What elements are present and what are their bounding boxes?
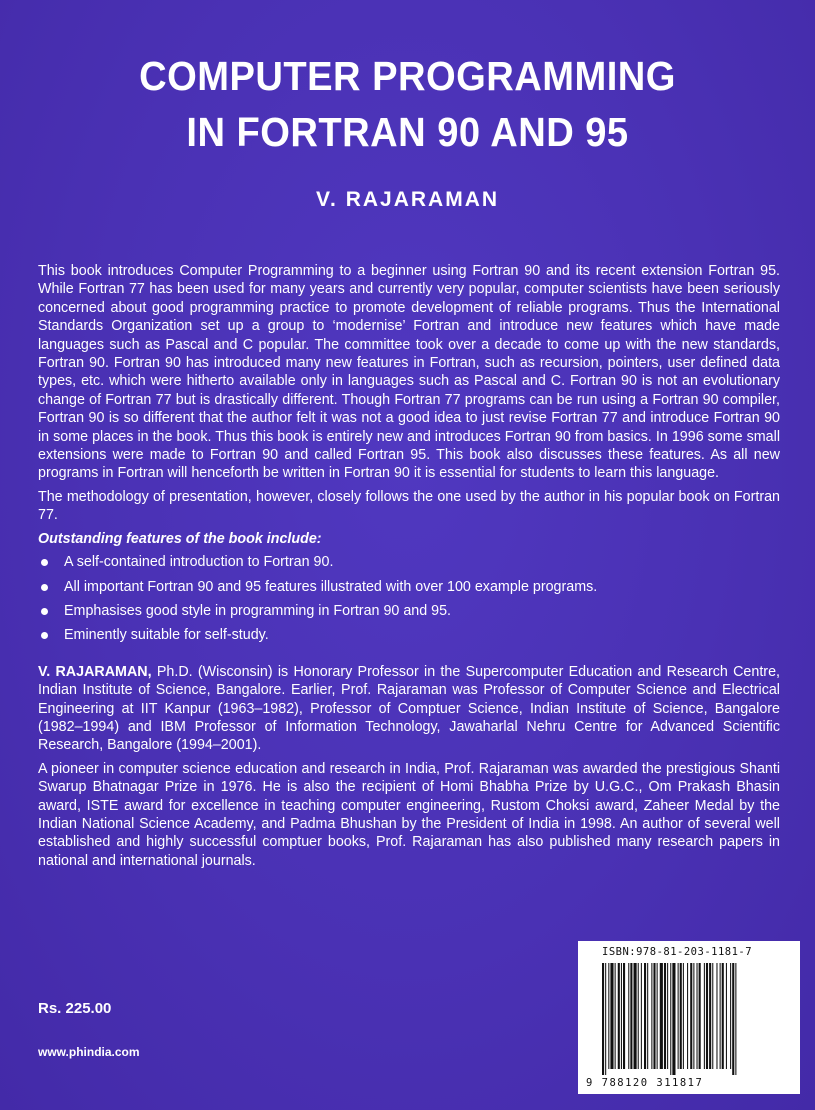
barcode-bar [697, 963, 698, 1069]
barcode-bar [706, 963, 708, 1069]
barcode-bar [657, 963, 658, 1069]
barcode-bar [638, 963, 639, 1069]
price: Rs. 225.00 [38, 1000, 112, 1017]
bullet-icon [41, 584, 48, 591]
barcode-bar [605, 963, 606, 1075]
barcode-bar [618, 963, 620, 1069]
bullet-icon [41, 559, 48, 566]
barcode-bar [610, 963, 613, 1069]
barcode-bar [680, 963, 682, 1069]
barcode-bar [709, 963, 711, 1069]
isbn-number: ISBN:978-81-203-1181-7 [602, 946, 753, 958]
barcode-bar [735, 963, 736, 1075]
barcode-icon [602, 963, 788, 1075]
feature-item: A self-contained introduction to Fortran 90. [38, 553, 780, 571]
bio-paragraph-2: A pioneer in computer science education and research in India, Prof. Rajaraman was awarded the prestigious Shanti Swarup Bhatnagar Prize in 1976. He is also the recipient of Homi Bhabha Prize by U.G.C., Om Prakash Bhasin award, ISTE award for excellence in teaching computer engineering, Rustom Choksi award, Zaheer Medal by the Indian National Science Academy, and Padma Bhushan by the President of India in 1998. An author of several well established and highly successful comptuer books, Prof. Rajaraman has also published many research papers in national and international journals. [38, 760, 780, 869]
barcode-bar [667, 963, 668, 1069]
barcode-bar [690, 963, 692, 1069]
barcode-bar [693, 963, 694, 1069]
barcode-bar [608, 963, 609, 1069]
title-line-2: IN FORTRAN 90 AND 95 [186, 109, 629, 155]
feature-item: All important Fortran 90 and 95 features illustrated with over 100 example programs. [38, 578, 780, 596]
barcode-bar [687, 963, 688, 1069]
barcode-bar [621, 963, 622, 1069]
barcode-bar [641, 963, 642, 1069]
barcode-digits: 9 788120 311817 [586, 1077, 704, 1089]
barcode-bar [732, 963, 734, 1075]
barcode-bar [602, 963, 604, 1075]
author-name: V. RAJARAMAN [315, 188, 500, 211]
feature-item: Eminently suitable for self-study. [38, 626, 780, 644]
barcode-bar [653, 963, 655, 1069]
feature-item: Emphasises good style in programming in Fortran 90 and 95. [38, 602, 780, 620]
author-bio [38, 663, 780, 870]
description-paragraph-2: The methodology of presentation, however, closely follows the one used by the author in his popular book on Fortran 77. [38, 488, 780, 524]
barcode-bar [670, 963, 671, 1075]
barcode-bar [615, 963, 616, 1069]
barcode-bar [678, 963, 679, 1069]
barcode-bar [630, 963, 632, 1069]
barcode-bar [699, 963, 701, 1069]
bio-author-name: V. RAJARAMAN, [38, 663, 152, 680]
book-title [29, 48, 787, 160]
bullet-icon [41, 632, 48, 639]
barcode-bar [651, 963, 652, 1069]
features-list [38, 553, 780, 645]
barcode-bar [628, 963, 629, 1069]
features-heading: Outstanding features of the book include: [38, 530, 322, 547]
bullet-icon [41, 608, 48, 615]
bio-paragraph-1-text: Ph.D. (Wisconsin) is Honorary Professor in the Supercomputer Education and Research Centre, Indian Institute of Science, Bangalore. Earlier, Prof. Rajaraman was Professor of Computer Science and Electrical Engineering at IIT Kanpur (1963–1982), Professor of Comptuer Science, Indian Institute of Science, Bangalore (1982–1994) and IBM Professor of Information Technology, Jawaharlal Nehru Centre for Advanced Scientific Research, Bangalore (1994–2001). [38, 663, 780, 754]
barcode-bar [647, 963, 648, 1069]
barcode-bar [634, 963, 637, 1069]
barcode-bar [730, 963, 731, 1069]
barcode-bar [683, 963, 684, 1069]
description-paragraph-1: This book introduces Computer Programming to a beginner using Fortran 90 and its recent extension Fortran 95. While Fortran 77 has been used for many years and currently very popular, computer scientists have been seriously concerned about good programming practice to promote development of reliable programs. Thus the International Standards Organization set up a group to ‘modernise’ Fortran and introduce new features which have made languages such as Pascal and C popular. The committee took over a decade to come up with the new standards, Fortran 90. Fortran 90 has introduced many new features in Fortran, such as recursion, pointers, user defined data types, etc. which were hitherto available only in languages such as Pascal and C. Fortran 90 is not an evolutionary change of Fortran 77 but is drastically different. Though Fortran 77 programs can be run using a Fortran 90 compiler, Fortran 90 is so different that the author felt it was not a good idea to just revise Fortran 77 and introduce Fortran 90 in some places in the book. Thus this book is entirely new and introduces Fortran 90 from basics. In 1996 some small extensions were made to Fortran 90 and called Fortran 95. This book also discusses these features. As all new programs in Fortran will henceforth be written in Fortran 90 it is essential for students to learn this language. [38, 263, 780, 482]
barcode-bar [644, 963, 646, 1069]
publisher-website: www.phindia.com [38, 1045, 140, 1059]
barcode-bar [716, 963, 717, 1069]
barcode-bar [664, 963, 666, 1069]
title-line-1: COMPUTER PROGRAMMING [139, 53, 676, 99]
barcode-bar [720, 963, 721, 1069]
barcode-bar [672, 963, 675, 1075]
barcode-bar [712, 963, 713, 1069]
bio-paragraph-1 [38, 663, 780, 755]
barcode-bar [704, 963, 705, 1069]
barcode-label [578, 941, 800, 1094]
barcode-bar [722, 963, 724, 1069]
blurb [38, 262, 780, 875]
barcode-bar [726, 963, 727, 1069]
barcode-bar [623, 963, 625, 1069]
barcode-bar [660, 963, 663, 1069]
